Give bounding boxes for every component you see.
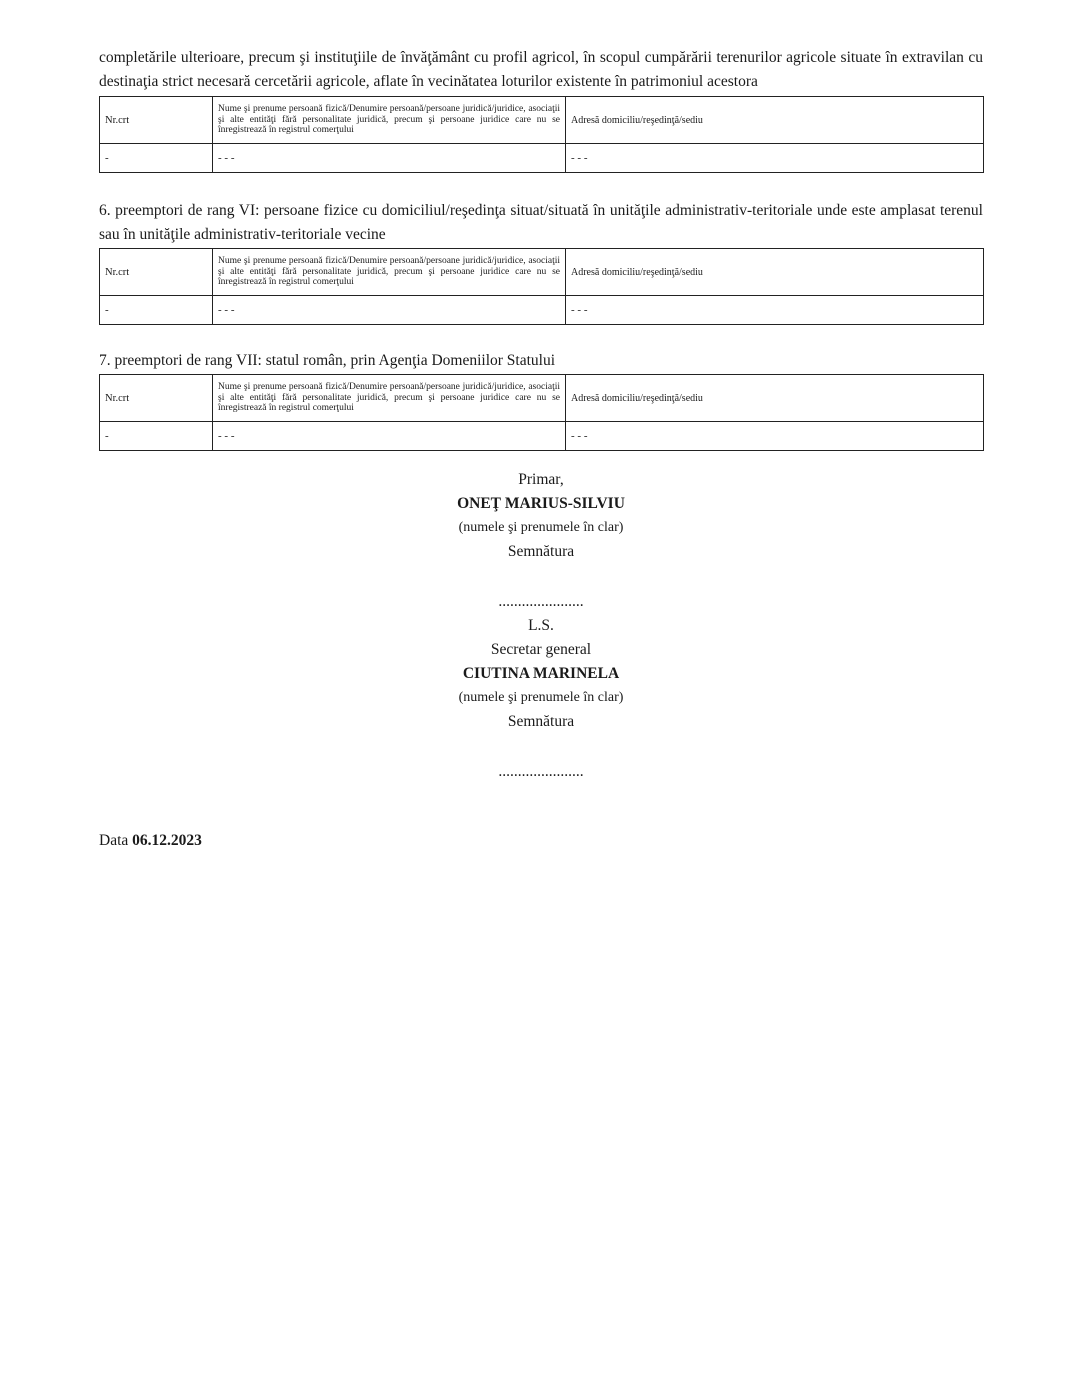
secretary-signature-line: ...................... [498, 763, 584, 780]
table-row [100, 422, 984, 451]
cell-name: - - - [213, 144, 566, 173]
header-address: Adresă domiciliu/reşedinţă/sediu [566, 97, 984, 144]
document-date [99, 832, 202, 850]
preemptors-table-rank-5 [99, 96, 984, 173]
table-row [100, 144, 984, 173]
cell-address: - - - [566, 144, 984, 173]
date-label: Data [99, 832, 133, 849]
mayor-name-hint: (numele şi prenumele în clar) [458, 520, 624, 535]
document-body [99, 46, 983, 451]
table-header-row [100, 249, 984, 296]
signature-block [0, 468, 1082, 784]
secretary-signature-label: Semnătura [507, 713, 575, 730]
section-6-heading: 6. preemptori de rang VI: persoane fizice cu domiciliul/reşedinţa situat/situată în unităţile administrativ-teritoriale unde este amplasat terenul sau în unităţile administrativ-teritoriale vecine [99, 202, 983, 243]
mayor-signature-label: Semnătura [507, 543, 575, 560]
mayor-signature-line: ...................... [498, 593, 584, 610]
section-7-heading: 7. preemptori de rang VII: statul român, prin Agenţia Domeniilor Statului [99, 352, 556, 369]
table-header-row [100, 375, 984, 422]
header-nr-crt: Nr.crt [100, 249, 213, 296]
header-name: Nume şi prenume persoană fizică/Denumire persoană/persoane juridică/juridice, asociaţii şi alte entităţi fără personalitate juridică, precum şi persoane juridice care nu se înregistrează în registrul comerţului [213, 375, 566, 422]
mayor-name: ONEŢ MARIUS-SILVIU [457, 495, 625, 512]
preemptors-table-rank-7 [99, 374, 984, 451]
mayor-title: Primar, [518, 471, 564, 488]
table-header-row [100, 97, 984, 144]
table-row [100, 296, 984, 325]
cell-nr-crt: - [100, 296, 213, 325]
cell-name: - - - [213, 422, 566, 451]
cell-address: - - - [566, 296, 984, 325]
seal-label: L.S. [528, 617, 554, 634]
preemptors-table-rank-6 [99, 248, 984, 325]
cell-nr-crt: - [100, 144, 213, 173]
header-address: Adresă domiciliu/reşedinţă/sediu [566, 249, 984, 296]
cell-name: - - - [213, 296, 566, 325]
secretary-name-hint: (numele şi prenumele în clar) [458, 690, 624, 705]
secretary-name: CIUTINA MARINELA [462, 665, 620, 682]
header-nr-crt: Nr.crt [100, 375, 213, 422]
intro-paragraph: completările ulterioare, precum şi instituţiile de învăţământ cu profil agricol, în scopul cumpărării terenurilor agricole situate în extravilan cu destinaţia strict necesară cercetării agricole, aflate în vecinătatea loturilor existente în patrimoniul acestora [99, 49, 983, 90]
header-name: Nume şi prenume persoană fizică/Denumire persoană/persoane juridică/juridice, asociaţii şi alte entităţi fără personalitate juridică, precum şi persoane juridice care nu se înregistrează în registrul comerţului [213, 97, 566, 144]
cell-nr-crt: - [100, 422, 213, 451]
secretary-title: Secretar general [490, 641, 592, 658]
header-name: Nume şi prenume persoană fizică/Denumire persoană/persoane juridică/juridice, asociaţii şi alte entităţi fără personalitate juridică, precum şi persoane juridice care nu se înregistrează în registrul comerţului [213, 249, 566, 296]
cell-address: - - - [566, 422, 984, 451]
header-address: Adresă domiciliu/reşedinţă/sediu [566, 375, 984, 422]
date-value: 06.12.2023 [132, 832, 202, 849]
header-nr-crt: Nr.crt [100, 97, 213, 144]
